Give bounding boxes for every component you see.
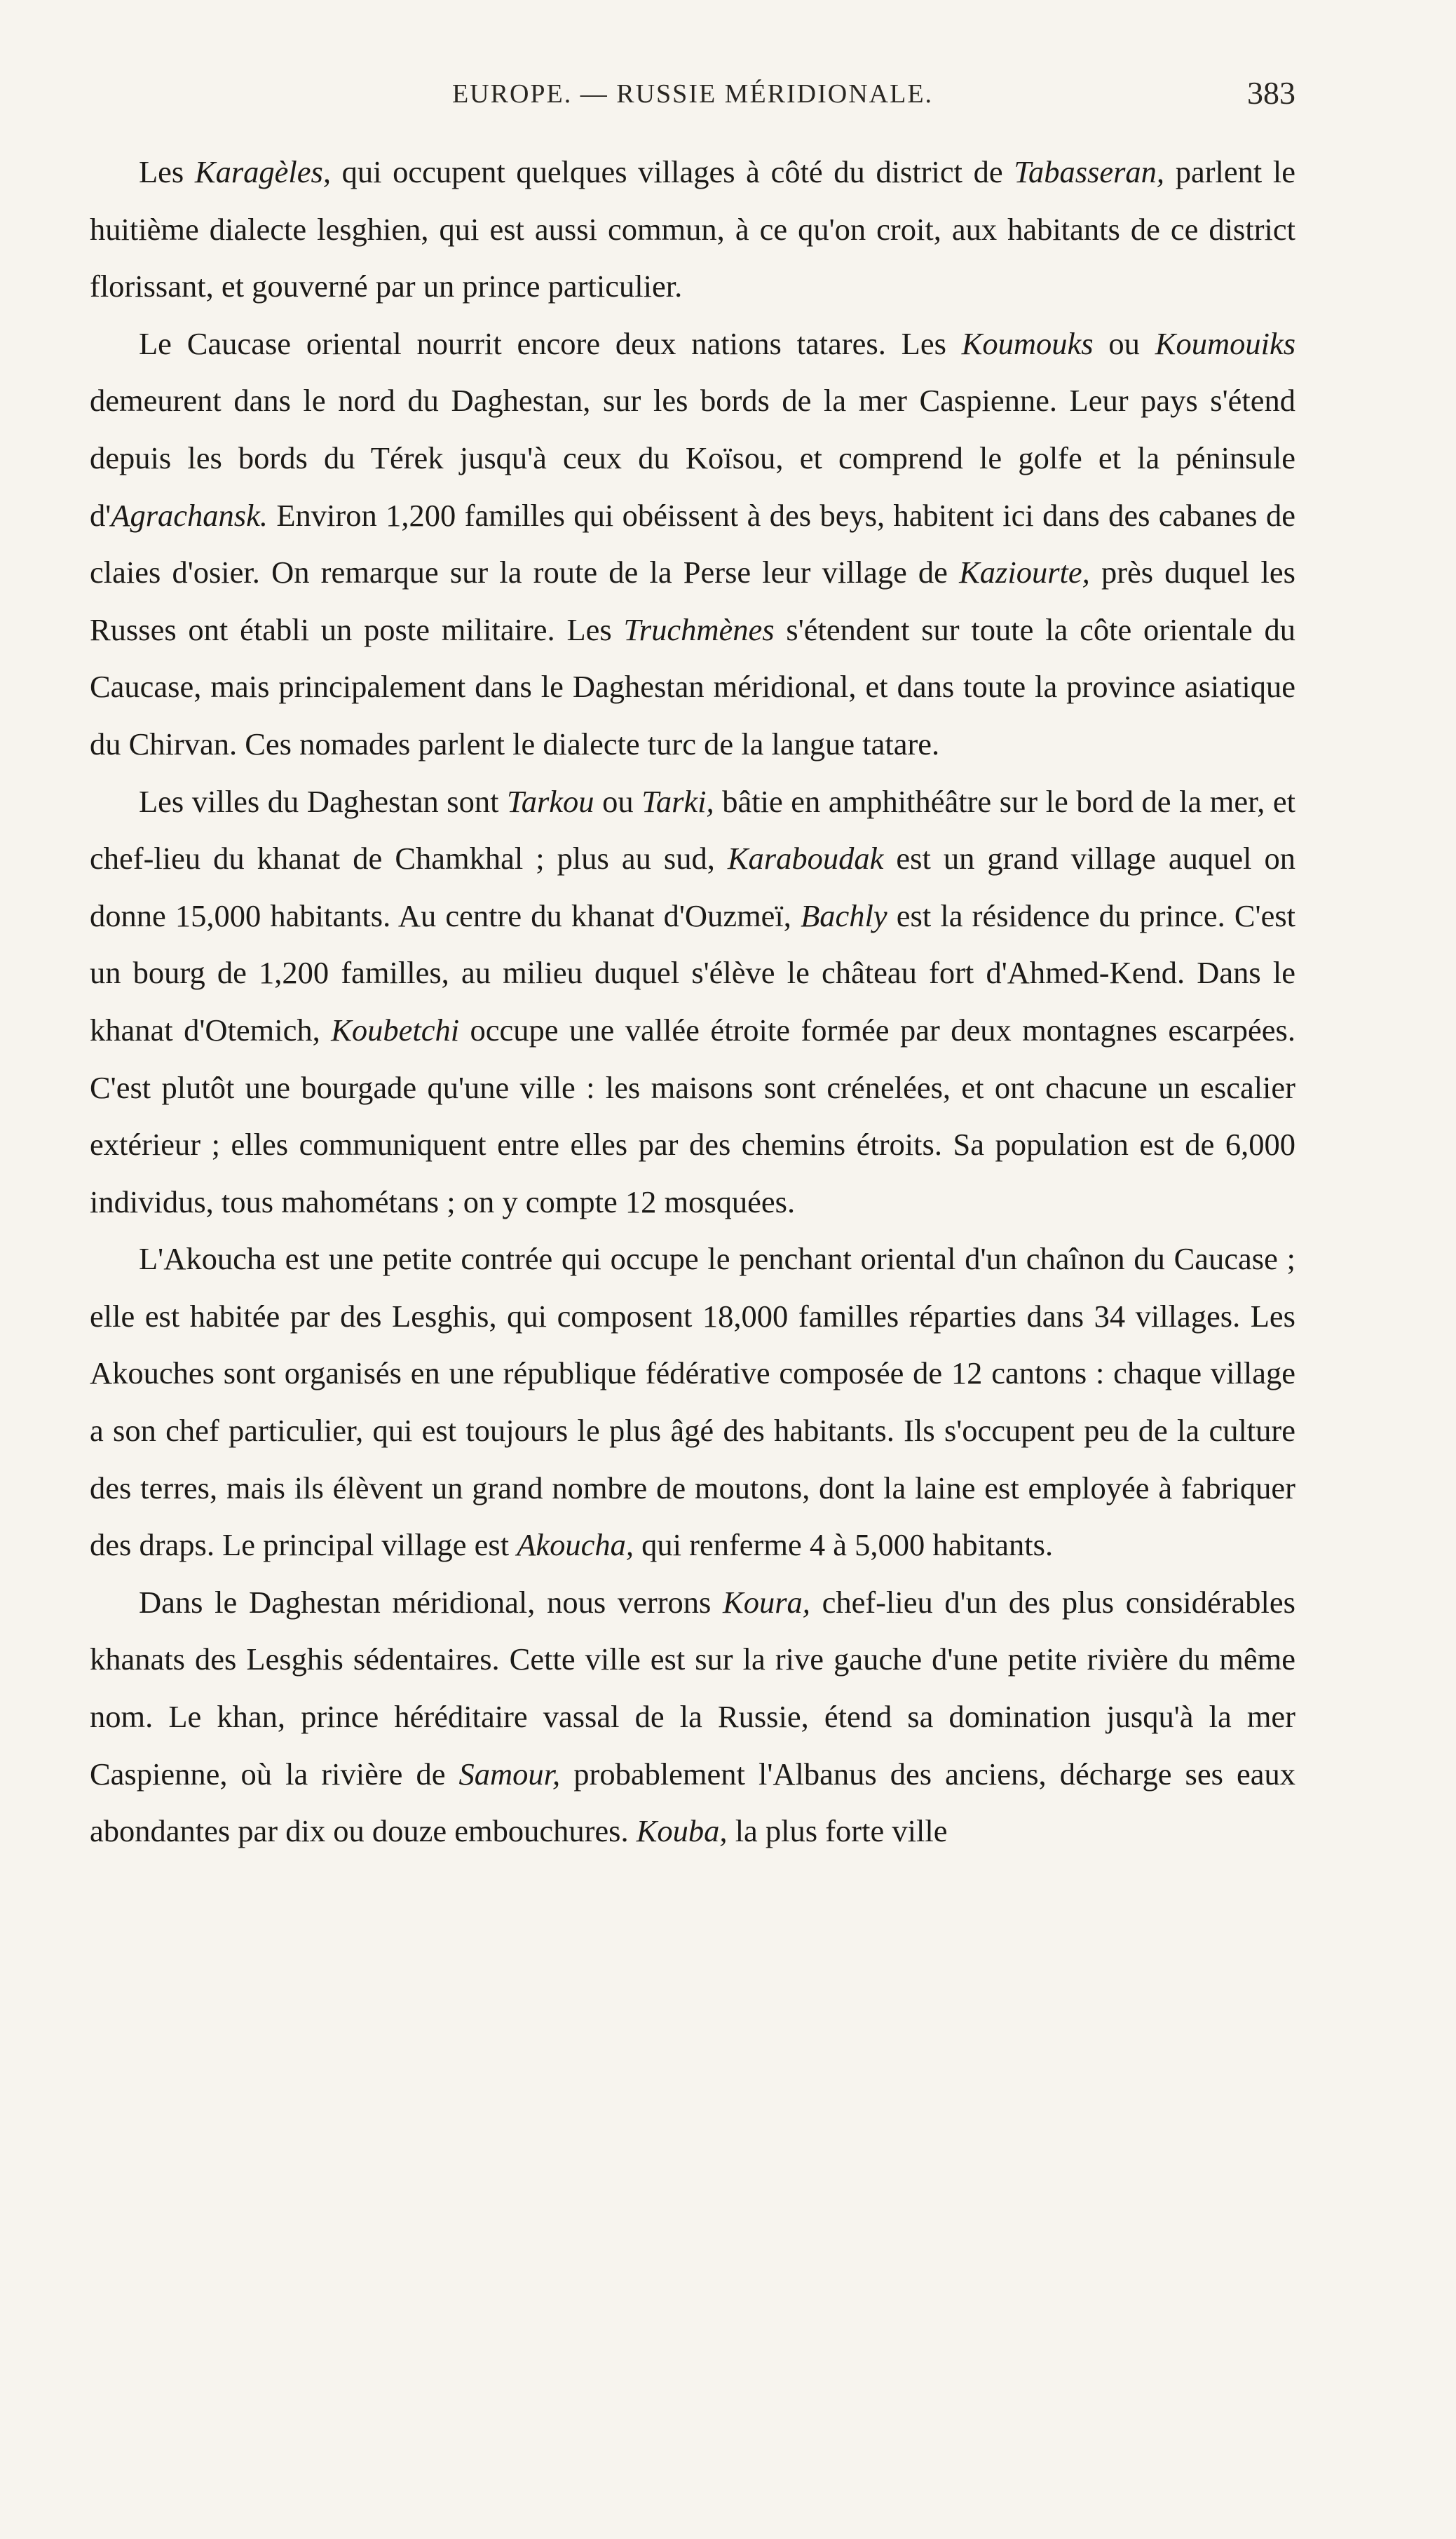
italic-term: Karagèles, (194, 154, 331, 189)
italic-term: Agrachansk. (111, 497, 268, 533)
page-header (90, 75, 1295, 121)
italic-term: Kaziourte, (959, 555, 1090, 590)
text-run: est la résidence du prince. C'est un bourg de 1,200 familles, au milieu duquel s'élève le château fort d'Ahmed-Kend. Dans le khanat d'Otemich, (90, 898, 1296, 1048)
text-run: bâtie en amphithéâtre sur le bord de la mer, et chef-lieu du khanat de Chamkhal ; plus au sud, (90, 783, 1296, 876)
text-run: demeurent dans le nord du Daghestan, sur les bords de la mer Caspienne. Leur pays s'étend depuis les bords du Térek jusqu'à ceux du Koïsou, et comprend le golfe et la péninsule d' (90, 383, 1295, 533)
text-run: près duquel les Russes ont établi un poste militaire. Les (90, 555, 1295, 647)
page-number: 383 (1247, 75, 1295, 111)
italic-term: Kouba, (636, 1813, 728, 1849)
italic-term: Koubetchi (331, 1012, 460, 1048)
italic-term: Tarkou (507, 783, 594, 819)
body-text (90, 144, 1295, 1860)
text-run: Les villes du Daghestan sont (139, 783, 508, 819)
text-run: Le Caucase oriental nourrit encore deux nations tatares. Les (139, 325, 962, 361)
italic-term: Karaboudak (727, 841, 884, 876)
text-run: chef-lieu d'un des plus considérables khanats des Lesghis sédentaires. Cette ville est sur la rive gauche d'une petite rivière du même nom. Le khan, prince héréditaire vassal de la Russie, étend sa domination jusqu'à la mer Caspienne, où la rivière de (90, 1584, 1295, 1792)
text-run: Environ 1,200 familles qui obéissent à des beys, habitent ici dans des cabanes de claies d'osier. On remarque sur la route de la Perse leur village de (90, 497, 1295, 590)
italic-term: Samour, (458, 1756, 561, 1792)
text-run: qui renferme 4 à 5,000 habitants. (634, 1527, 1054, 1563)
italic-term: Tarki, (641, 783, 714, 819)
italic-term: Truchmènes (623, 611, 775, 647)
italic-term: Tabasseran, (1014, 154, 1165, 189)
italic-term: Akoucha, (517, 1527, 634, 1563)
text-run: ou (594, 783, 642, 819)
paragraph (90, 1574, 1295, 1860)
text-run: Dans le Daghestan méridional, nous verrons (139, 1584, 723, 1620)
paragraph (90, 316, 1295, 773)
text-run: occupe une vallée étroite formée par deux montagnes escarpées. C'est plutôt une bourgade qu'une ville : les maisons sont crénelées, et ont chacune un escalier extérieur ; elles communiquent entre elles par des chemins étroits. Sa population est de 6,000 individus, tous mahométans ; on y compte 12 mosquées. (90, 1012, 1295, 1219)
paragraph (90, 1231, 1295, 1574)
italic-term: Koumouiks (1155, 325, 1296, 361)
italic-term: Koumouks (961, 325, 1094, 361)
text-run: ou (1093, 325, 1155, 361)
paragraph (90, 773, 1295, 1231)
text-run: probablement l'Albanus des anciens, décharge ses eaux abondantes par dix ou douze embouchures. (90, 1756, 1295, 1849)
text-run: Les (139, 154, 195, 189)
text-run: qui occupent quelques villages à côté du district de (330, 154, 1014, 189)
running-title: EUROPE. — RUSSIE MÉRIDIONALE. (451, 79, 934, 109)
text-run: s'étendent sur toute la côte orientale du Caucase, mais principalement dans le Daghestan méridional, et dans toute la province asiatique du Chirvan. Ces nomades parlent le dialecte turc de la langue tatare. (90, 611, 1295, 761)
paragraph (90, 144, 1295, 316)
text-run: parlent le huitième dialecte lesghien, qui est aussi commun, à ce qu'on croit, aux habitants de ce district florissant, et gouverné par un prince particulier. (90, 154, 1295, 304)
text-run: est un grand village auquel on donne 15,000 habitants. Au centre du khanat d'Ouzmeï, (90, 841, 1295, 933)
text-run: L'Akoucha est une petite contrée qui occupe le penchant oriental d'un chaînon du Caucase ; elle est habitée par des Lesghis, qui composent 18,000 familles réparties dans 34 villages. Les Akouches sont organisés en une république fédérative composée de 12 cantons : chaque village a son chef particulier, qui est toujours le plus âgé des habitants. Ils s'occupent peu de la culture des terres, mais ils élèvent un grand nombre de moutons, dont la laine est employée à fabriquer des draps. Le principal village est (90, 1241, 1295, 1563)
italic-term: Bachly (801, 898, 887, 933)
text-run: la plus forte ville (727, 1813, 948, 1849)
italic-term: Koura, (723, 1584, 810, 1620)
